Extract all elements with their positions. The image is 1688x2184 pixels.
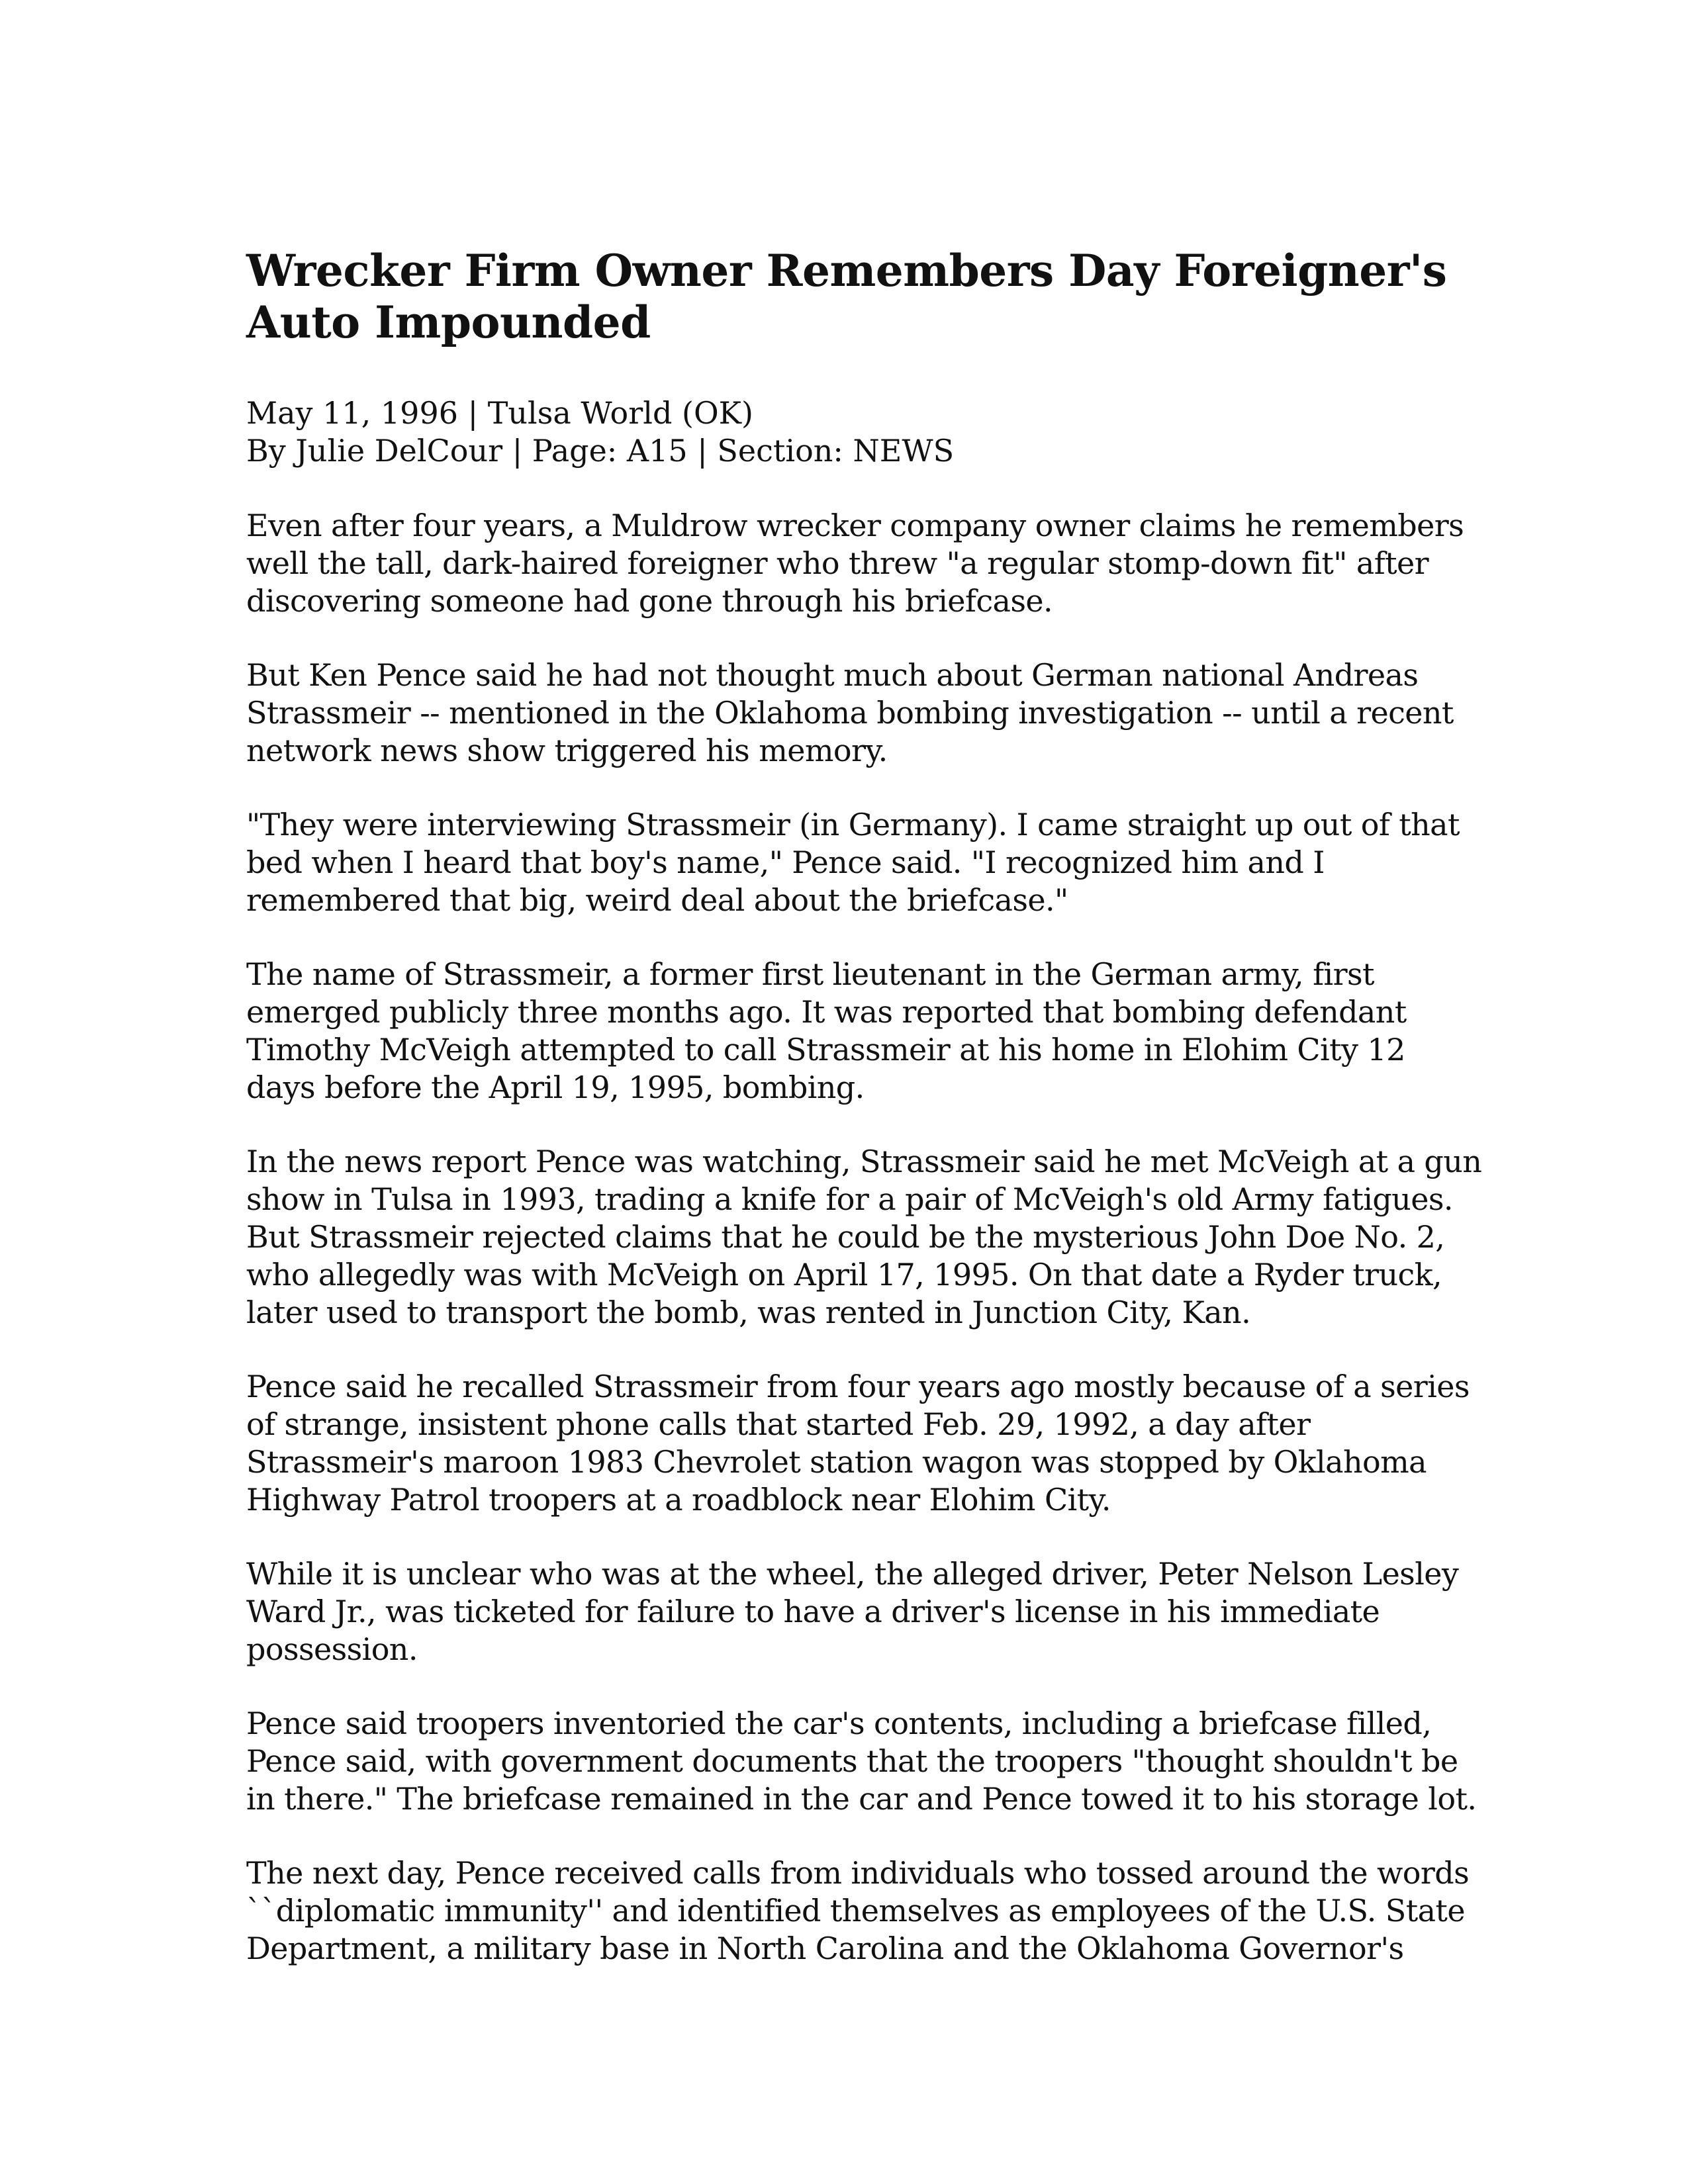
article-body — [246, 507, 1482, 1968]
headline-line: Auto Impounded — [246, 296, 651, 348]
text-line: Highway Patrol troopers at a roadblock near Elohim City. — [246, 1482, 1111, 1518]
text-line: possession. — [246, 1631, 418, 1667]
paragraph — [246, 806, 1460, 919]
paragraph — [246, 956, 1451, 1107]
paragraph — [246, 507, 1464, 620]
text-line: Ward Jr., was ticketed for failure to have a driver's license in his immediate — [246, 1594, 1380, 1629]
headline-line: Wrecker Firm Owner Remembers Day Foreigner's — [246, 245, 1447, 296]
text-line: Pence said, with government documents that the troopers "thought shouldn't be — [246, 1743, 1458, 1779]
text-line: well the tall, dark-haired foreigner who threw "a regular stomp-down fit" after — [246, 545, 1429, 581]
text-line: Strassmeir -- mentioned in the Oklahoma bombing investigation -- until a recent — [246, 695, 1454, 731]
text-line: days before the April 19, 1995, bombing. — [246, 1069, 865, 1105]
text-line: bed when I heard that boy's name," Pence said. "I recognized him and I — [246, 844, 1325, 880]
paragraph — [246, 1143, 1482, 1332]
text-line: But Ken Pence said he had not thought much about German national Andreas — [246, 657, 1419, 693]
paragraph — [246, 1555, 1459, 1668]
byline: By Julie DelCour | Page: A15 | Section: NEWS — [246, 433, 955, 469]
text-line: discovering someone had gone through his briefcase. — [246, 583, 1053, 619]
text-line: in there." The briefcase remained in the car and Pence towed it to his storage lot. — [246, 1781, 1477, 1817]
text-line: Pence said troopers inventoried the car's contents, including a briefcase filled, — [246, 1706, 1432, 1741]
text-line: "They were interviewing Strassmeir (in Germany). I came straight up out of that — [246, 807, 1460, 842]
article-headline — [246, 245, 1451, 348]
text-line: later used to transport the bomb, was rented in Junction City, Kan. — [246, 1295, 1251, 1330]
text-line: network news show triggered his memory. — [246, 733, 888, 768]
paragraph — [246, 657, 1454, 770]
article-page — [246, 245, 1482, 2004]
text-line: emerged publicly three months ago. It was reported that bombing defendant — [246, 994, 1407, 1030]
text-line: The name of Strassmeir, a former first lieutenant in the German army, first — [246, 956, 1374, 992]
text-line: ``diplomatic immunity'' and identified themselves as employees of the U.S. State — [246, 1893, 1465, 1929]
text-line: Timothy McVeigh attempted to call Strassmeir at his home in Elohim City 12 — [246, 1032, 1405, 1068]
text-line: Department, a military base in North Carolina and the Oklahoma Governor's — [246, 1931, 1404, 1966]
text-line: While it is unclear who was at the wheel, the alleged driver, Peter Nelson Lesley — [246, 1556, 1459, 1592]
text-line: Even after four years, a Muldrow wrecker company owner claims he remembers — [246, 508, 1464, 543]
text-line: remembered that big, weird deal about the briefcase." — [246, 882, 1068, 918]
text-line: who allegedly was with McVeigh on April 17, 1995. On that date a Ryder truck, — [246, 1257, 1442, 1293]
paragraph — [246, 1368, 1470, 1519]
text-line: In the news report Pence was watching, Strassmeir said he met McVeigh at a gun — [246, 1144, 1482, 1179]
text-line: Pence said he recalled Strassmeir from four years ago mostly because of a series — [246, 1369, 1470, 1404]
article-meta — [246, 394, 1451, 470]
text-line: of strange, insistent phone calls that started Feb. 29, 1992, a day after — [246, 1406, 1311, 1442]
text-line: show in Tulsa in 1993, trading a knife for a pair of McVeigh's old Army fatigues. — [246, 1181, 1453, 1217]
text-line: The next day, Pence received calls from individuals who tossed around the words — [246, 1855, 1470, 1891]
text-line: Strassmeir's maroon 1983 Chevrolet station wagon was stopped by Oklahoma — [246, 1444, 1427, 1480]
paragraph — [246, 1854, 1470, 1968]
dateline: May 11, 1996 | Tulsa World (OK) — [246, 395, 753, 431]
paragraph — [246, 1705, 1477, 1818]
text-line: But Strassmeir rejected claims that he could be the mysterious John Doe No. 2, — [246, 1219, 1445, 1255]
